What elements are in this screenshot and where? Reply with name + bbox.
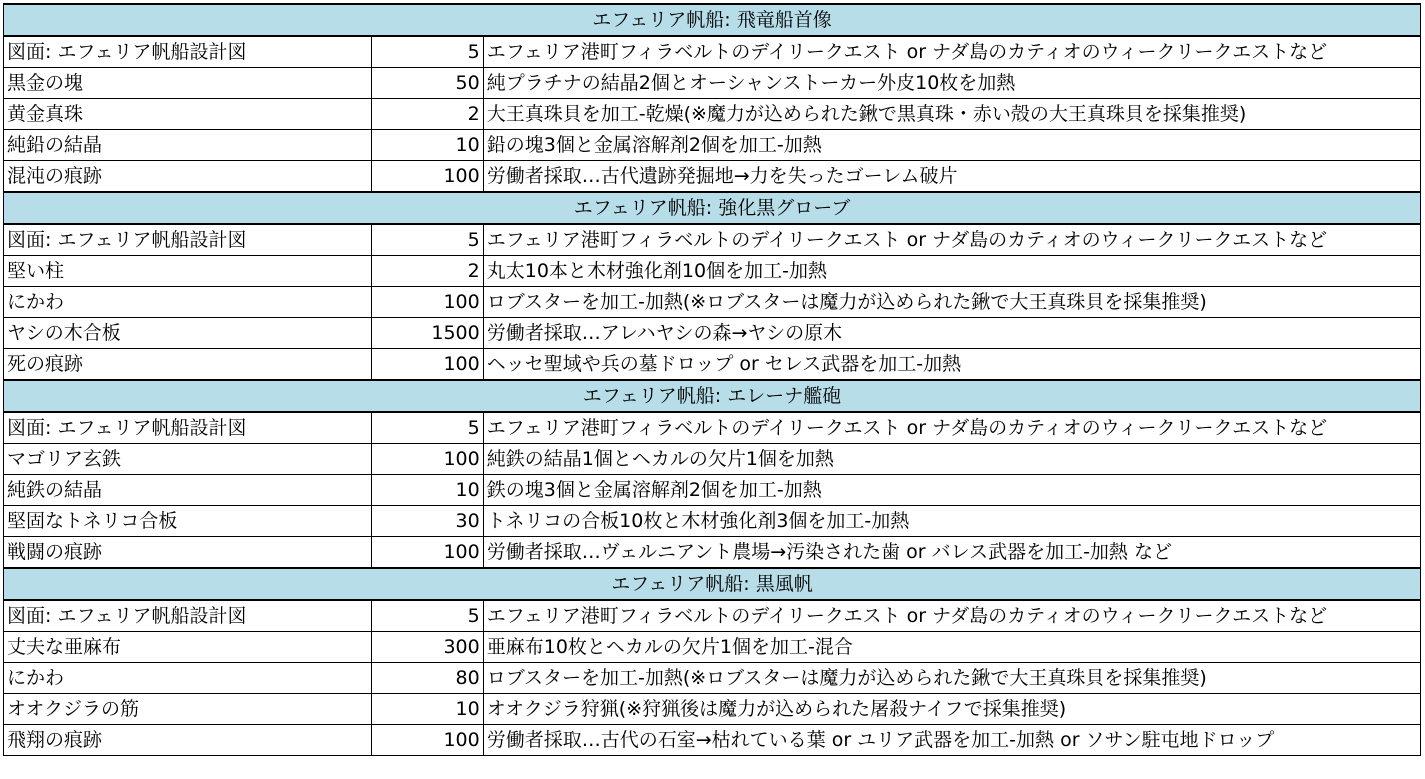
acquisition-note-cell[interactable]: 鉛の塊3個と金属溶解剤2個を加工-加熱 (483, 130, 1420, 161)
table-row (4, 537, 1421, 569)
table-row (4, 600, 1421, 632)
acquisition-note-cell[interactable]: エフェリア港町フィラベルトのデイリークエスト or ナダ島のカティオのウィークリークエストなど (483, 600, 1420, 632)
table-row (4, 349, 1421, 381)
section-title: エフェリア帆船: エレーナ艦砲 (4, 380, 1421, 412)
material-name-cell[interactable]: 図面: エフェリア帆船設計図 (4, 412, 372, 444)
quantity-cell[interactable]: 80 (372, 663, 483, 694)
table-row (4, 506, 1421, 537)
acquisition-note-cell[interactable]: 純鉄の結晶1個とヘカルの欠片1個を加熱 (483, 444, 1420, 475)
section-header-row (4, 192, 1421, 224)
acquisition-note-cell[interactable]: 労働者採取…アレハヤシの森→ヤシの原木 (483, 318, 1420, 349)
materials-table-body (4, 4, 1421, 756)
section-title: エフェリア帆船: 飛竜船首像 (4, 4, 1421, 36)
table-row (4, 318, 1421, 349)
table-row (4, 36, 1421, 68)
quantity-cell[interactable]: 50 (372, 68, 483, 99)
acquisition-note-cell[interactable]: 亜麻布10枚とヘカルの欠片1個を加工-混合 (483, 632, 1420, 663)
table-row (4, 694, 1421, 725)
material-name-cell[interactable]: 堅い柱 (4, 256, 372, 287)
table-row (4, 412, 1421, 444)
table-row (4, 130, 1421, 161)
quantity-cell[interactable]: 10 (372, 694, 483, 725)
quantity-cell[interactable]: 2 (372, 256, 483, 287)
table-row (4, 725, 1421, 756)
acquisition-note-cell[interactable]: ロブスターを加工-加熱(※ロブスターは魔力が込められた鍬で大王真珠貝を採集推奨) (483, 287, 1420, 318)
quantity-cell[interactable]: 100 (372, 349, 483, 381)
quantity-cell[interactable]: 5 (372, 412, 483, 444)
acquisition-note-cell[interactable]: エフェリア港町フィラベルトのデイリークエスト or ナダ島のカティオのウィークリークエストなど (483, 36, 1420, 68)
quantity-cell[interactable]: 5 (372, 600, 483, 632)
table-row (4, 68, 1421, 99)
quantity-cell[interactable]: 100 (372, 287, 483, 318)
acquisition-note-cell[interactable]: トネリコの合板10枚と木材強化剤3個を加工-加熱 (483, 506, 1420, 537)
material-name-cell[interactable]: マゴリア玄鉄 (4, 444, 372, 475)
material-name-cell[interactable]: オオクジラの筋 (4, 694, 372, 725)
material-name-cell[interactable]: 純鉛の結晶 (4, 130, 372, 161)
section-title: エフェリア帆船: 黒風帆 (4, 568, 1421, 600)
material-name-cell[interactable]: 丈夫な亜麻布 (4, 632, 372, 663)
section-title: エフェリア帆船: 強化黒グローブ (4, 192, 1421, 224)
material-name-cell[interactable]: 図面: エフェリア帆船設計図 (4, 36, 372, 68)
material-name-cell[interactable]: 死の痕跡 (4, 349, 372, 381)
material-name-cell[interactable]: 飛翔の痕跡 (4, 725, 372, 756)
acquisition-note-cell[interactable]: 労働者採取…古代遺跡発掘地→力を失ったゴーレム破片 (483, 161, 1420, 193)
acquisition-note-cell[interactable]: ロブスターを加工-加熱(※ロブスターは魔力が込められた鍬で大王真珠貝を採集推奨) (483, 663, 1420, 694)
quantity-cell[interactable]: 100 (372, 161, 483, 193)
section-header-row (4, 380, 1421, 412)
table-row (4, 444, 1421, 475)
table-row (4, 287, 1421, 318)
quantity-cell[interactable]: 300 (372, 632, 483, 663)
section-header-row (4, 568, 1421, 600)
quantity-cell[interactable]: 10 (372, 475, 483, 506)
quantity-cell[interactable]: 1500 (372, 318, 483, 349)
acquisition-note-cell[interactable]: 労働者採取…ヴェルニアント農場→汚染された歯 or バレス武器を加工-加熱 など (483, 537, 1420, 569)
material-name-cell[interactable]: にかわ (4, 287, 372, 318)
material-name-cell[interactable]: にかわ (4, 663, 372, 694)
acquisition-note-cell[interactable]: エフェリア港町フィラベルトのデイリークエスト or ナダ島のカティオのウィークリークエストなど (483, 412, 1420, 444)
material-name-cell[interactable]: 純鉄の結晶 (4, 475, 372, 506)
materials-table (3, 3, 1421, 756)
material-name-cell[interactable]: 堅固なトネリコ合板 (4, 506, 372, 537)
acquisition-note-cell[interactable]: エフェリア港町フィラベルトのデイリークエスト or ナダ島のカティオのウィークリークエストなど (483, 224, 1420, 256)
acquisition-note-cell[interactable]: オオクジラ狩猟(※狩猟後は魔力が込められた屠殺ナイフで採集推奨) (483, 694, 1420, 725)
quantity-cell[interactable]: 30 (372, 506, 483, 537)
acquisition-note-cell[interactable]: 労働者採取…古代の石室→枯れている葉 or ユリア武器を加工-加熱 or ソサン駐屯地ドロップ (483, 725, 1420, 756)
acquisition-note-cell[interactable]: 鉄の塊3個と金属溶解剤2個を加工-加熱 (483, 475, 1420, 506)
section-header-row (4, 4, 1421, 36)
quantity-cell[interactable]: 100 (372, 725, 483, 756)
acquisition-note-cell[interactable]: 大王真珠貝を加工-乾燥(※魔力が込められた鍬で黒真珠・赤い殻の大王真珠貝を採集推奨) (483, 99, 1420, 130)
quantity-cell[interactable]: 2 (372, 99, 483, 130)
material-name-cell[interactable]: 黄金真珠 (4, 99, 372, 130)
material-name-cell[interactable]: 図面: エフェリア帆船設計図 (4, 600, 372, 632)
acquisition-note-cell[interactable]: 純プラチナの結晶2個とオーシャンストーカー外皮10枚を加熱 (483, 68, 1420, 99)
acquisition-note-cell[interactable]: ヘッセ聖域や兵の墓ドロップ or セレス武器を加工-加熱 (483, 349, 1420, 381)
quantity-cell[interactable]: 100 (372, 444, 483, 475)
material-name-cell[interactable]: ヤシの木合板 (4, 318, 372, 349)
quantity-cell[interactable]: 5 (372, 224, 483, 256)
material-name-cell[interactable]: 図面: エフェリア帆船設計図 (4, 224, 372, 256)
acquisition-note-cell[interactable]: 丸太10本と木材強化剤10個を加工-加熱 (483, 256, 1420, 287)
material-name-cell[interactable]: 混沌の痕跡 (4, 161, 372, 193)
table-row (4, 161, 1421, 193)
table-row (4, 475, 1421, 506)
material-name-cell[interactable]: 戦闘の痕跡 (4, 537, 372, 569)
quantity-cell[interactable]: 100 (372, 537, 483, 569)
table-row (4, 224, 1421, 256)
quantity-cell[interactable]: 10 (372, 130, 483, 161)
table-row (4, 663, 1421, 694)
table-row (4, 99, 1421, 130)
material-name-cell[interactable]: 黒金の塊 (4, 68, 372, 99)
quantity-cell[interactable]: 5 (372, 36, 483, 68)
table-row (4, 256, 1421, 287)
table-row (4, 632, 1421, 663)
